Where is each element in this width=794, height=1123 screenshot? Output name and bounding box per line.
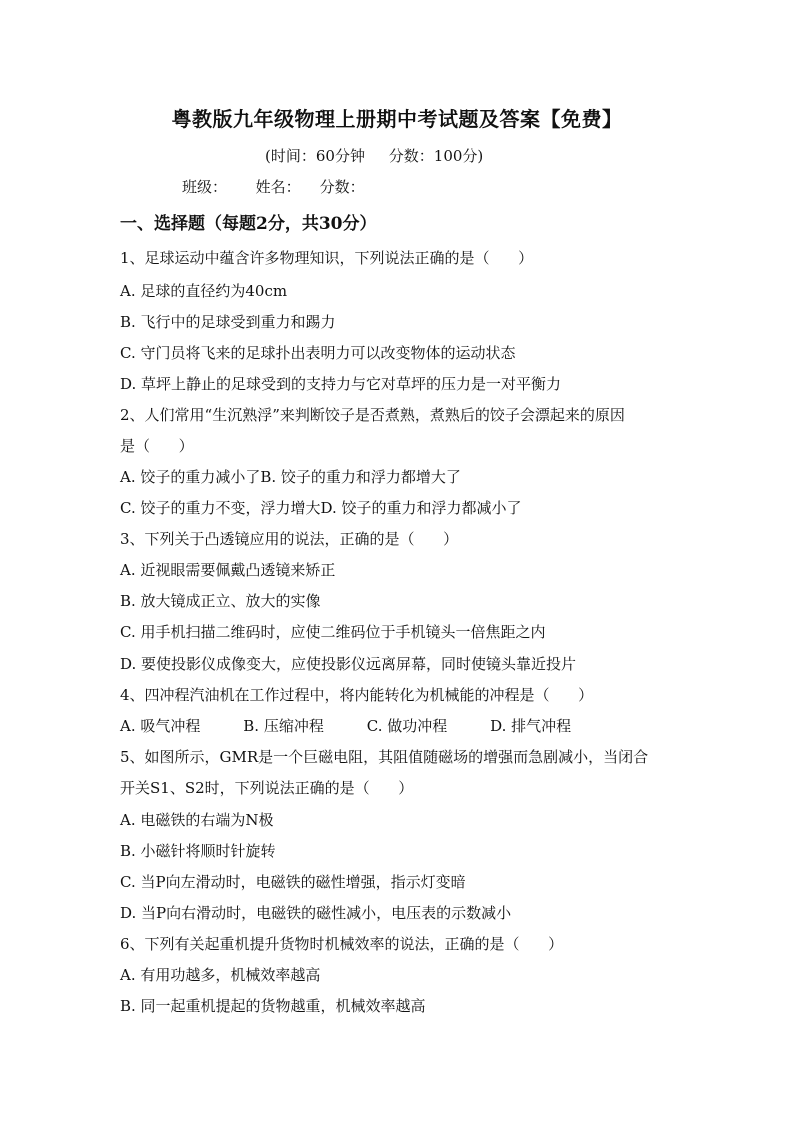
question-1-option-b: B. 飞行中的足球受到重力和踢力 — [120, 313, 336, 331]
question-3: 3、下列关于凸透镜应用的说法，正确的是（ ） — [120, 530, 459, 548]
question-1-option-c: C. 守门员将飞来的足球扑出表明力可以改变物体的运动状态 — [120, 344, 516, 362]
student-info-line: 班级： 姓名： 分数： — [182, 178, 365, 196]
question-6-option-b: B. 同一起重机提起的货物越重，机械效率越高 — [120, 997, 426, 1015]
question-2-options-cd: C. 饺子的重力不变，浮力增大D. 饺子的重力和浮力都减小了 — [120, 499, 522, 517]
exam-time-and-score: (时间：60分钟 分数：100分) — [265, 147, 484, 165]
question-1-option-d: D. 草坪上静止的足球受到的支持力与它对草坪的压力是一对平衡力 — [120, 375, 562, 393]
section-heading: 一、选择题（每题2分，共30分） — [120, 214, 377, 234]
question-4: 4、四冲程汽油机在工作过程中，将内能转化为机械能的冲程是（ ） — [120, 686, 594, 704]
question-6-option-a: A. 有用功越多，机械效率越高 — [120, 966, 321, 984]
question-5-option-c: C. 当P向左滑动时，电磁铁的磁性增强，指示灯变暗 — [120, 873, 466, 891]
question-5: 5、如图所示，GMR是一个巨磁电阻，其阻值随磁场的增强而急剧减小，当闭合 — [120, 748, 649, 766]
question-5-option-d: D. 当P向右滑动时，电磁铁的磁性减小，电压表的示数减小 — [120, 904, 512, 922]
question-3-option-d: D. 要使投影仪成像变大，应使投影仪远离屏幕，同时使镜头靠近投片 — [120, 655, 577, 673]
question-3-option-c: C. 用手机扫描二维码时，应使二维码位于手机镜头一倍焦距之内 — [120, 623, 546, 641]
question-5-option-b: B. 小磁针将顺时针旋转 — [120, 842, 276, 860]
question-3-option-b: B. 放大镜成正立、放大的实像 — [120, 592, 321, 610]
question-6: 6、下列有关起重机提升货物时机械效率的说法，正确的是（ ） — [120, 935, 564, 953]
question-5-continued: 开关S1、S2时，下列说法正确的是（ ） — [120, 779, 414, 797]
question-2-options-ab: A. 饺子的重力减小了B. 饺子的重力和浮力都增大了 — [120, 468, 461, 486]
question-5-option-a: A. 电磁铁的右端为N极 — [120, 811, 274, 829]
question-3-option-a: A. 近视眼需要佩戴凸透镜来矫正 — [120, 561, 336, 579]
question-2-continued: 是（ ） — [120, 437, 194, 455]
question-1: 1、足球运动中蕴含许多物理知识，下列说法正确的是（ ） — [120, 249, 534, 267]
question-4-options: A. 吸气冲程 B. 压缩冲程 C. 做功冲程 D. 排气冲程 — [120, 717, 572, 735]
question-1-option-a: A. 足球的直径约为40cm — [120, 282, 288, 300]
document-title: 粤教版九年级物理上册期中考试题及答案【免费】 — [171, 107, 623, 131]
question-2: 2、人们常用“生沉熟浮”来判断饺子是否煮熟，煮熟后的饺子会漂起来的原因 — [120, 406, 625, 424]
